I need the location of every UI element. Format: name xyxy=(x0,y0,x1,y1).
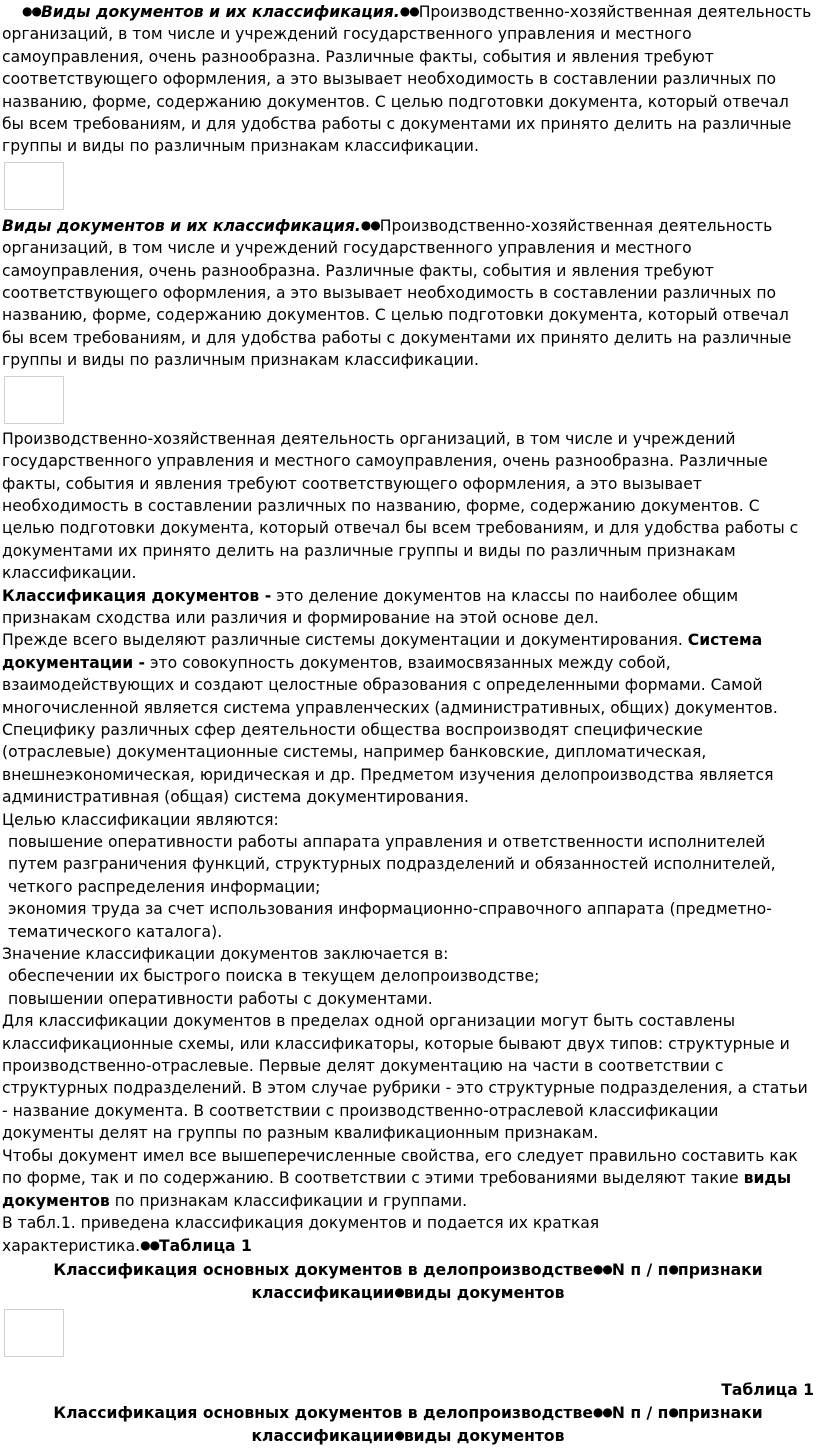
block2-text: Производственно-хозяйственная деятельность организаций, в том числе и учреждений государственного управления и местного самоуправления, очень разнообразна. Различные факты, события и явления требуют соответствующего оформления, а это вызывает необходимость в составлении различных по названию, форме, содержанию документов. С целью подготовки документа, который отвечал бы всем требованиям, и для удобства работы с документами их принято делить на различные группы и виды по различным признакам классификации. xyxy=(2,216,792,370)
value-item-1: обеспечении их быстрого поиска в текущем делопроизводстве; xyxy=(8,967,540,986)
block1-heading: Виды документов и их классификация. xyxy=(40,3,400,21)
table-col-criteria: признаки классификации xyxy=(251,1260,763,1303)
classification-definition xyxy=(2,585,814,630)
bullet-dots: ●● xyxy=(22,4,41,18)
value-item-2: повышении оперативности работы с документами. xyxy=(8,989,433,1008)
types-tail: по признакам классификации и группами. xyxy=(109,1191,468,1210)
bullet-dot: ● xyxy=(668,1404,678,1419)
table-label: Таблица 1 xyxy=(721,1380,814,1399)
classification-text: это деление документов на классы по наиболее общим признакам сходства или различия и формирование на этой основе дел. xyxy=(2,586,739,627)
bullet-dots: ●● xyxy=(360,217,380,232)
system-term: Система документации - xyxy=(2,631,763,672)
image-placeholder-icon xyxy=(4,376,64,424)
bullet-dots: ●● xyxy=(592,1261,612,1276)
block2-heading: Виды документов и их классификация. xyxy=(2,216,361,235)
value-title: Значение классификации документов заключается в: xyxy=(2,945,449,964)
system-paragraph xyxy=(2,629,814,808)
bullet-dots: ●● xyxy=(592,1404,612,1419)
table-col-number: N п / п xyxy=(611,1403,669,1422)
table-caption-repeat xyxy=(2,1401,814,1448)
goal-item-1: повышение оперативности работы аппарата управления и ответственности исполнителей путем разграничения функций, структурных подразделений и обязанностей исполнителей, четкого распределения информации; xyxy=(8,833,776,896)
document-types-paragraph xyxy=(2,1145,814,1212)
table-caption-title: Классификация основных документов в делопроизводстве xyxy=(53,1403,593,1422)
image-placeholder-icon xyxy=(4,1309,64,1357)
goals-title: Целью классификации являются: xyxy=(2,810,279,829)
block1-paragraph xyxy=(2,0,814,158)
classification-term: Классификация документов - xyxy=(2,586,272,605)
classifier-paragraph: Для классификации документов в пределах одной организации могут быть составлены классификационные схемы, или классификаторы, которые бывают двух типов: структурные и производственно-отраслевые. Первые делят документацию на части в соответствии с структурных подразделений. В этом случае рубрики - это структурные подразделения, а статьи - название документа. В соответствии с производственно-отраслевой классификации документы делят на группы по разным квалификационным признакам. xyxy=(2,1012,808,1143)
bullet-dot: ● xyxy=(668,1261,678,1276)
block2-paragraph xyxy=(2,214,814,372)
system-intro: Прежде всего выделяют различные системы документации и документирования. xyxy=(2,631,688,650)
table-reference-paragraph xyxy=(2,1212,814,1258)
table-reference-text: В табл.1. приведена классификация документов и подается их краткая характеристика. xyxy=(2,1213,600,1256)
table-col-types: виды документов xyxy=(403,1427,565,1446)
types-term: виды документов xyxy=(2,1169,792,1210)
goal-item-2: экономия труда за счет использования информационно-справочного аппарата (предметно-тематического каталога). xyxy=(8,900,772,941)
types-intro: Чтобы документ имел все вышеперечисленные свойства, его следует правильно составить как по форме, так и по содержанию. В соответствии с этими требованиями выделяют такие xyxy=(2,1146,798,1188)
table-col-number: N п / п xyxy=(611,1260,669,1279)
table-number: Таблица 1 xyxy=(159,1237,252,1256)
table-caption-title: Классификация основных документов в делопроизводстве xyxy=(53,1260,593,1279)
table-col-types: виды документов xyxy=(403,1284,565,1303)
bullet-dot: ● xyxy=(394,1285,404,1300)
image-placeholder-icon xyxy=(4,162,64,210)
bullet-dots: ●● xyxy=(399,4,419,18)
block1-text: Производственно-хозяйственная деятельность организаций, в том числе и учреждений государственного управления и местного самоуправления, очень разнообразна. Различные факты, события и явления требуют соответствующего оформления, а это вызывает необходимость в составлении различных по названию, форме, содержанию документов. С целью подготовки документа, который отвечал бы всем требованиям, и для удобства работы с документами их принято делить на различные группы и виды по различным признакам классификации. xyxy=(2,3,812,156)
body-paragraph-1: Производственно-хозяйственная деятельность организаций, в том числе и учреждений государственного управления и местного самоуправления, очень разнообразна. Различные факты, события и явления требуют соответствующего оформления, а это вызывает необходимость в составлении различных по названию, форме, содержанию документов. С целью подготовки документа, который отвечал бы всем требованиям, и для удобства работы с документами их принято делить на различные группы и виды по различным признакам классификации. xyxy=(2,429,799,583)
table-col-criteria: признаки классификации xyxy=(251,1403,763,1446)
system-text: это совокупность документов, взаимосвязанных между собой, взаимодействующих и создают целостные образования с определенными формами. Самой многочисленной является система управленческих (административных, общих) документов. Специфику различных сфер деятельности общества воспроизводят специфические (отраслевые) документационные системы, например банковские, дипломатическая, внешнеэкономическая, юридическая и др. Предметом изучения делопроизводства является административная (общая) система документирования. xyxy=(2,653,778,807)
bullet-dots: ●● xyxy=(140,1238,160,1253)
bullet-dot: ● xyxy=(394,1428,404,1443)
